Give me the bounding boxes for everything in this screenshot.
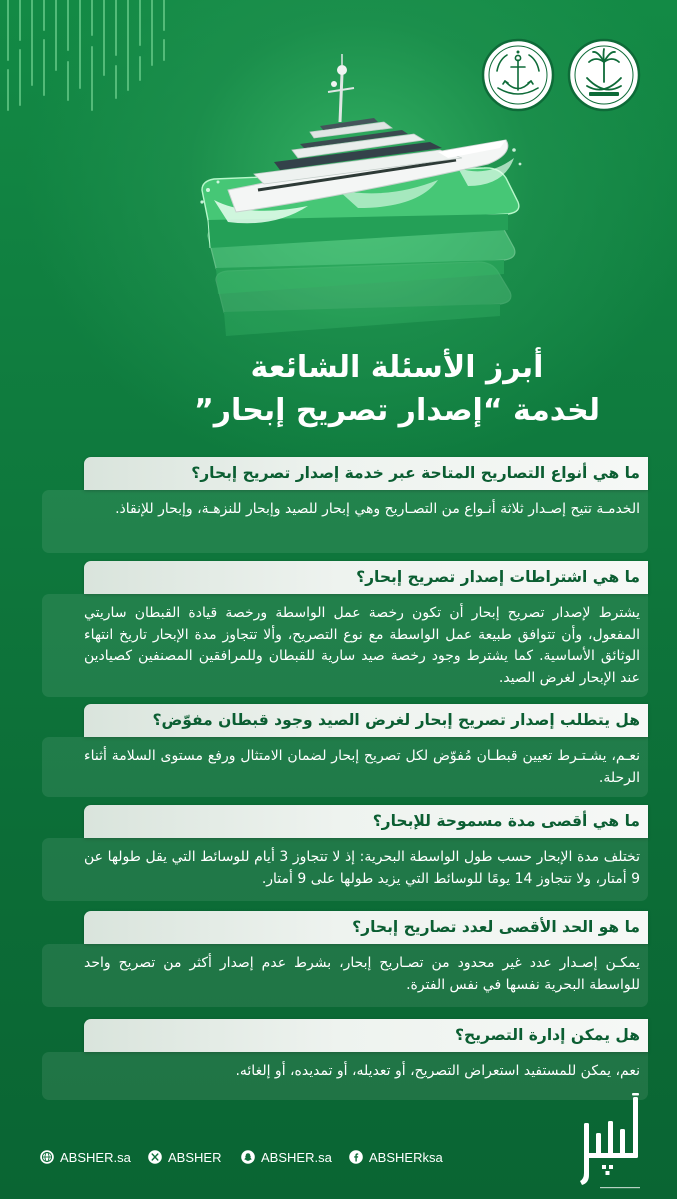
page-title-line-1: أبرز الأسئلة الشائعة [250, 350, 544, 385]
absher-logo [578, 1093, 644, 1193]
page-title [167, 346, 627, 432]
faq-list [42, 457, 648, 1100]
x-icon [148, 1150, 162, 1164]
social-label: ABSHERksa [369, 1149, 443, 1165]
faq-item [42, 805, 648, 901]
faq-question: ما هو الحد الأقصى لعدد تصاريح إبحار؟ [84, 911, 648, 944]
faq-question: ما هي أنواع التصاريح المتاحة عبر خدمة إصدار تصريح إبحار؟ [84, 457, 648, 490]
faq-item [42, 911, 648, 1007]
faq-answer: تختلف مدة الإبحار حسب طول الواسطة البحرية: إذ لا تتجاوز 3 أيام للوسائط التي يقل طولها عن 9 أمتار، ولا تتجاوز 14 يومًا للوسائط التي يزيد طولها على 9 أمتار. [42, 838, 648, 901]
faq-answer: يمكـن إصـدار عدد غير محدود من تصـاريح إبحار، بشرط عدم إصدار أكثر من تصريح واحد للواسطة البحرية نفسها في نفس الفترة. [42, 944, 648, 1007]
faq-item [42, 457, 648, 553]
snapchat-icon [241, 1150, 255, 1164]
faq-question: ما هي اشتراطات إصدار تصريح إبحار؟ [84, 561, 648, 594]
faq-answer: نعم، يمكن للمستفيد استعراض التصريح، أو تعديله، أو تمديده، أو إلغائه. [42, 1052, 648, 1100]
faq-item [42, 1019, 648, 1100]
social-link-facebook[interactable] [349, 1149, 443, 1165]
facebook-icon [349, 1150, 363, 1164]
globe-icon [40, 1150, 54, 1164]
faq-question: هل يمكن إدارة التصريح؟ [84, 1019, 648, 1052]
yacht-illustration [188, 40, 528, 340]
social-link-website[interactable] [40, 1149, 131, 1165]
social-link-snapchat[interactable] [241, 1149, 332, 1165]
social-link-x[interactable] [148, 1149, 221, 1165]
faq-question: ما هي أقصى مدة مسموحة للإبحار؟ [84, 805, 648, 838]
faq-question: هل يتطلب إصدار تصريح إبحار لغرض الصيد وجود قبطان مفوّض؟ [84, 704, 648, 737]
faq-answer: يشترط لإصدار تصريح إبحار أن تكون رخصة عمل الواسطة ورخصة قيادة القبطان ساريتي المفعول، وأن تتوافق طبيعة عمل الواسطة مع نوع التصريح، وألا تتجاوز مدة الإبحار تاريخ انتهاء الوثائق الأساسية. كما يشترط وجود رخصة صيد سارية للقبطان وللمرافقين المصنفين كصيادين عند الإبحار لغرض الصيد. [42, 594, 648, 697]
faq-answer: نعـم، يشـتـرط تعيين قبطـان مُفوّض لكل تصريح إبحار لضمان الامتثال ورفع مستوى السلامة أثناء الرحلة. [42, 737, 648, 797]
social-label: ABSHER.sa [261, 1149, 332, 1165]
faq-item [42, 704, 648, 797]
social-label: ABSHER.sa [60, 1149, 131, 1165]
social-label: ABSHER [168, 1149, 222, 1165]
decorative-lines [0, 0, 180, 115]
saudi-emblem-logo [567, 38, 641, 112]
page-title-line-2: لخدمة “إصدار تصريح إبحار” [194, 393, 600, 428]
faq-item [42, 561, 648, 697]
faq-answer: الخدمـة تتيح إصـدار ثلاثة أنـواع من التصـاريح وهي إبحار للصيد وإبحار للنزهـة، وإبحار للإنقاذ. [42, 490, 648, 553]
